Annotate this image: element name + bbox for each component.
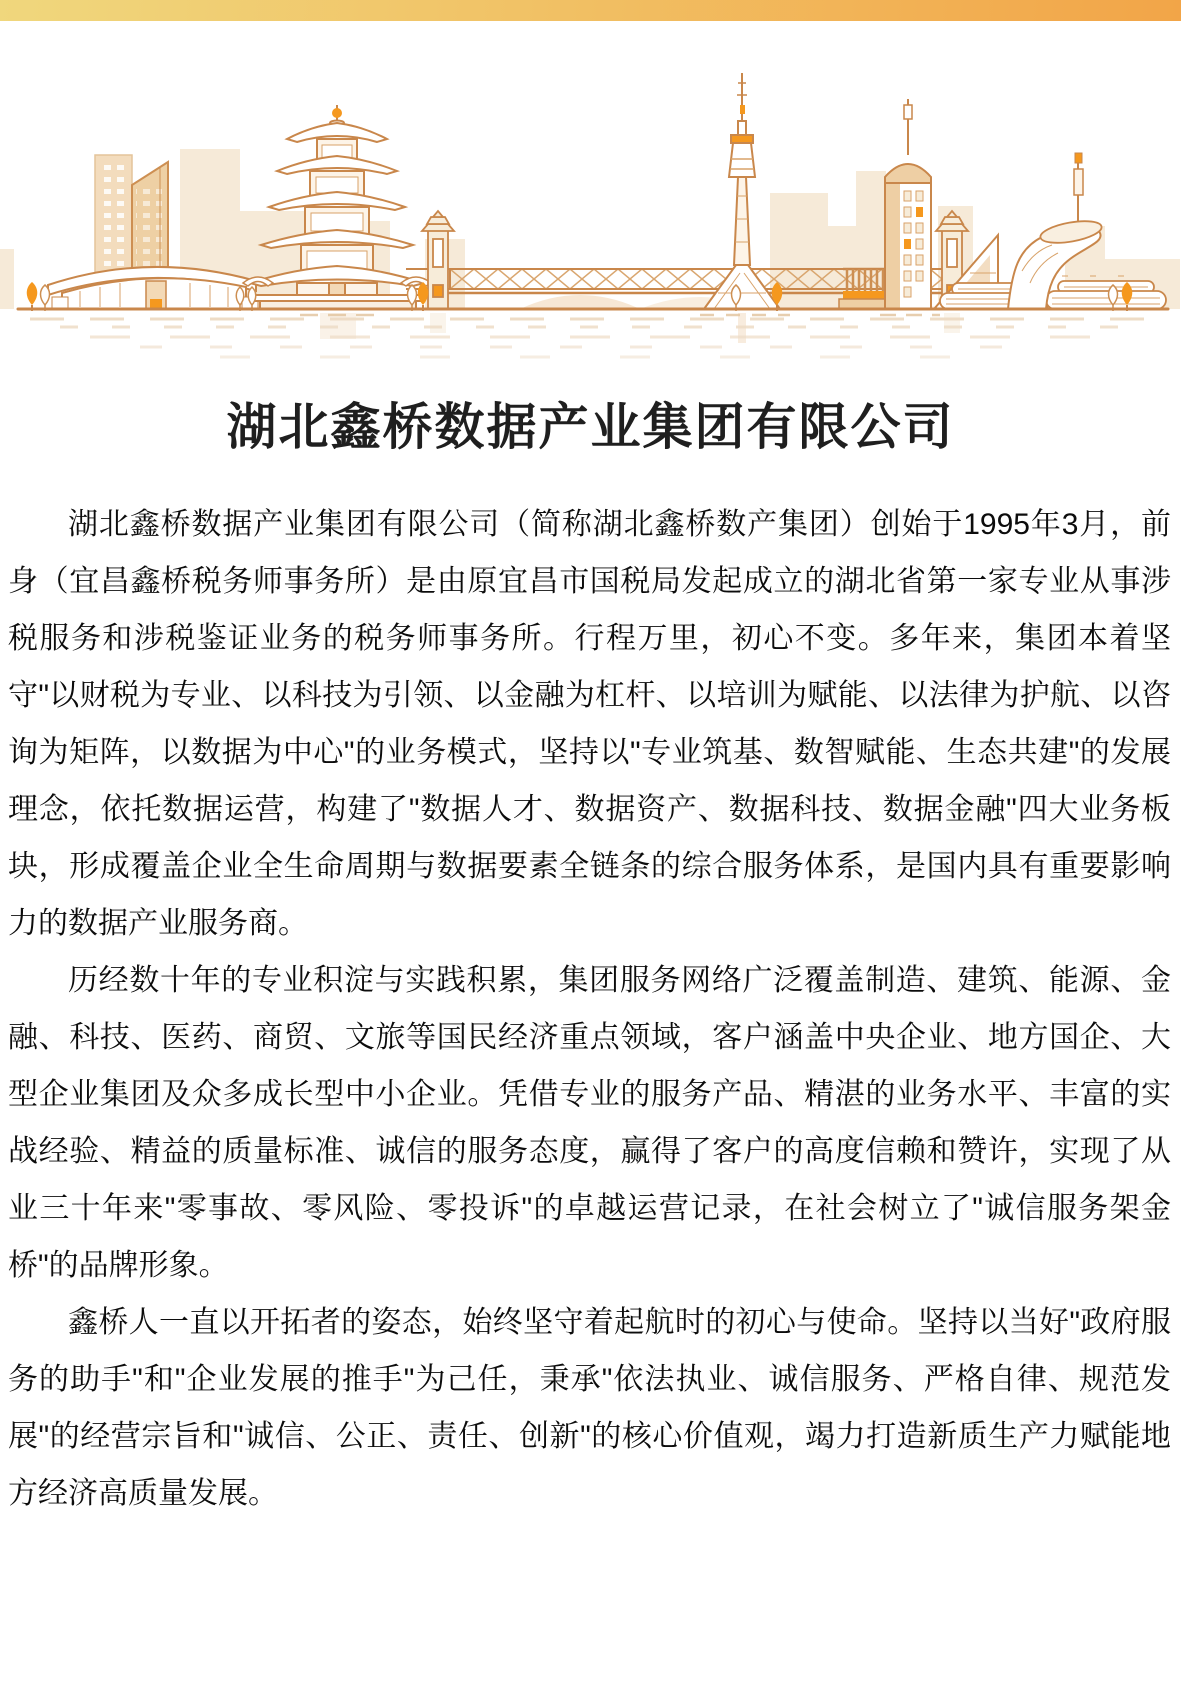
paragraph-service-network: 历经数十年的专业积淀与实践积累，集团服务网络广泛覆盖制造、建筑、能源、金融、科技、医药、商贸、文旅等国民经济重点领域，客户涵盖中央企业、地方国企、大型企业集团及众多成长型中小企业。凭借专业的服务产品、精湛的业务水平、丰富的实战经验、精益的质量标准、诚信的服务态度，赢得了客户的高度信赖和赞许，实现了从业三十年来"零事故、零风险、零投诉"的卓越运营记录，在社会树立了"诚信服务架金桥"的品牌形象。	[8, 964, 1171, 1282]
city-skyline-illustration	[0, 21, 1181, 366]
grand-theatre-hall	[48, 267, 258, 309]
water-reflection	[30, 313, 1150, 357]
minsheng-bank-tower	[885, 99, 931, 309]
colonnade-building	[839, 269, 891, 309]
page-title: 湖北鑫桥数据产业集团有限公司	[226, 399, 955, 455]
company-profile-text	[0, 496, 1181, 1522]
yellow-crane-tower	[243, 105, 431, 309]
paragraph-mission-values: 鑫桥人一直以开拓者的姿态，始终坚守着起航时的初心与使命。坚持以当好"政府服务的助手"和"企业发展的推手"为己任，秉承"依法执业、诚信服务、严格自律、规范发展"的经营宗旨和"诚信、公正、责任、创新"的核心价值观，竭力打造新质生产力赋能地方经济高质量发展。	[8, 1306, 1171, 1510]
top-gradient-banner	[0, 0, 1181, 21]
paragraph-company-history: 湖北鑫桥数据产业集团有限公司（简称湖北鑫桥数产集团）创始于1995年3月，前身（宜昌鑫桥税务师事务所）是由原宜昌市国税局发起成立的湖北省第一家专业从事涉税服务和涉税鉴证业务的税务师事务所。行程万里，初心不变。多年来，集团本着坚守"以财税为专业、以科技为引领、以金融为杠杆、以培训为赋能、以法律为护航、以咨询为矩阵，以数据为中心"的业务模式，坚持以"专业筑基、数智赋能、生态共建"的发展理念，依托数据运营，构建了"数据人才、数据资产、数据科技、数据金融"四大业务板块，形成覆盖企业全生命周期与数据要素全链条的综合服务体系，是国内具有重要影响力的数据产业服务商。	[8, 508, 1171, 940]
